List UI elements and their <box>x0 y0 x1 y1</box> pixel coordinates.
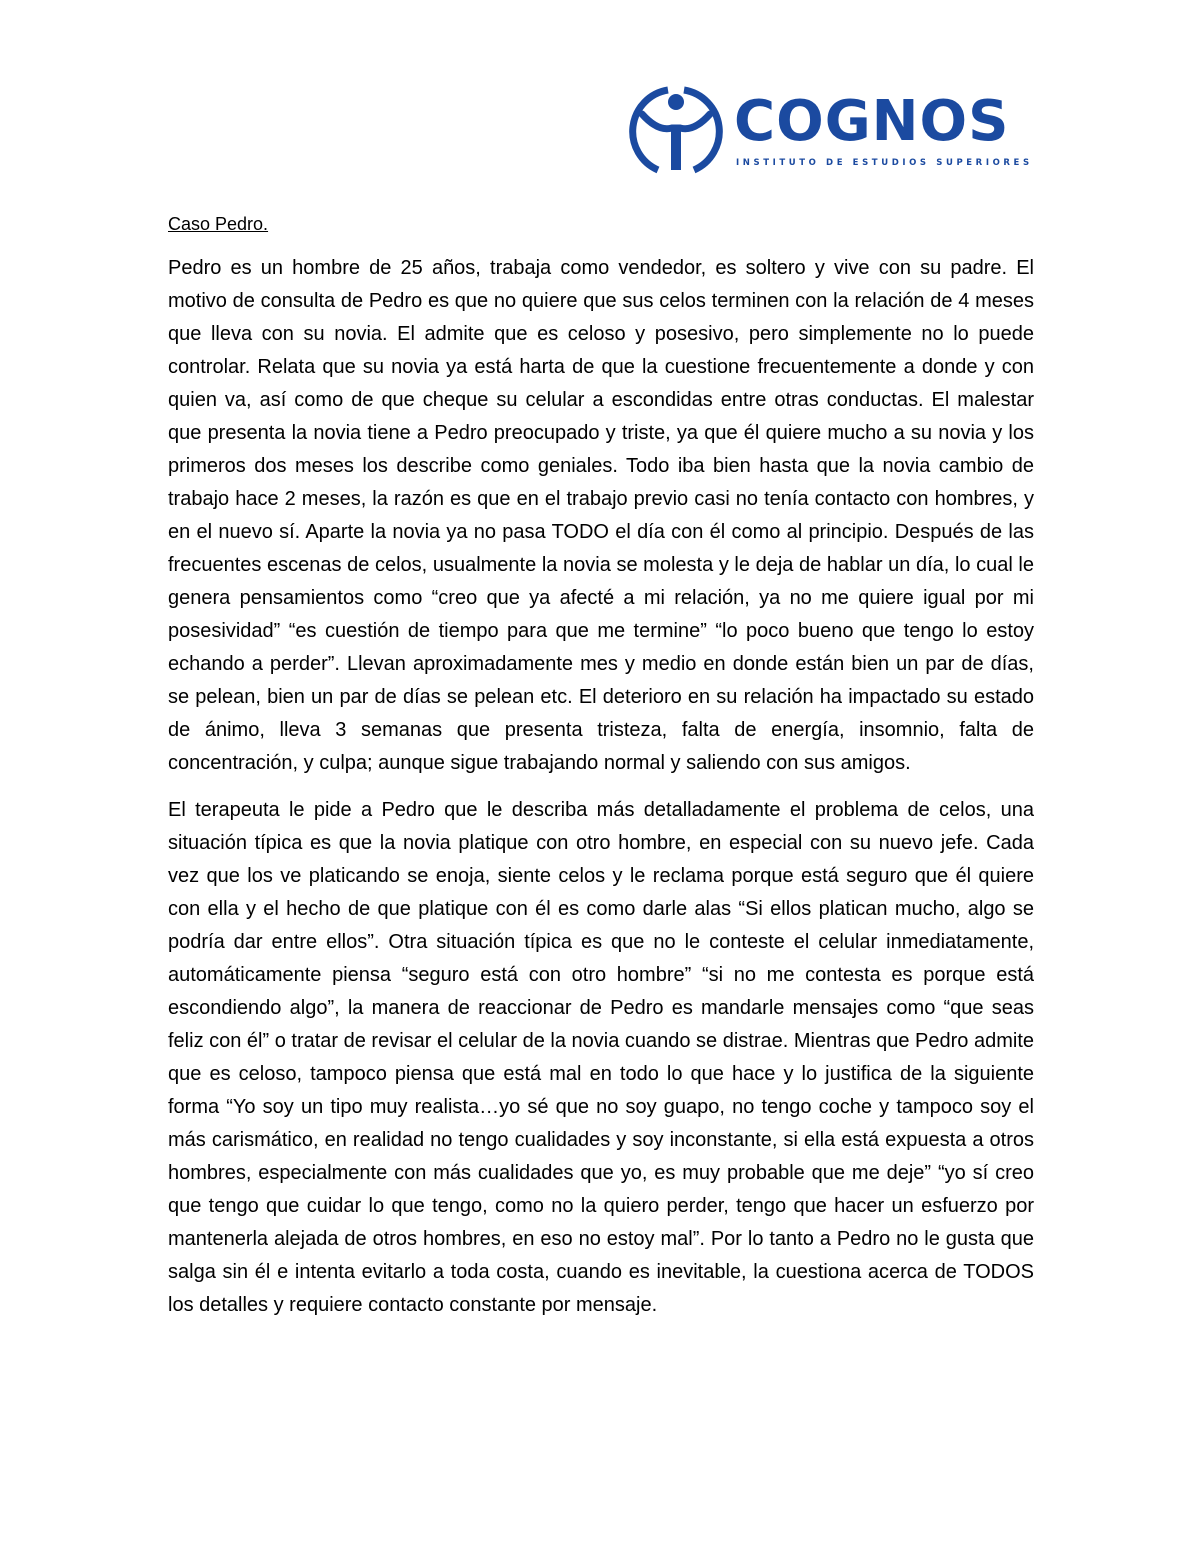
paragraph-2: El terapeuta le pide a Pedro que le describa más detalladamente el problema de celos, una situación típica es que la novia platique con otro hombre, en especial con su nuevo jefe. Cada vez que los ve platicando se enoja, siente celos y le reclama porque está seguro que él quiere con ella y el hecho de que platique con él es como darle alas “Si ellos platican mucho, algo se podría dar entre ellos”. Otra situación típica es que no le conteste el celular inmediatamente, automáticamente piensa “seguro está con otro hombre” “si no me contesta es porque está escondiendo algo”, la manera de reaccionar de Pedro es mandarle mensajes como “que seas feliz con él” o tratar de revisar el celular de la novia cuando se distrae. Mientras que Pedro admite que es celoso, tampoco piensa que está mal en todo lo que hace y lo justifica de la siguiente forma “Yo soy un tipo muy realista…yo sé que no soy guapo, no tengo coche y tampoco soy el más carismático, en realidad no tengo cualidades y soy inconstante, si ella está expuesta a otros hombres, especialmente con más cualidades que yo, es muy probable que me deje” “yo sí creo que tengo que cuidar lo que tengo, como no la quiero perder, tengo que hacer un esfuerzo por mantenerla alejada de otros hombres, en eso no estoy mal”. Por lo tanto a Pedro no le gusta que salga sin él e intenta evitarlo a toda costa, cuando es inevitable, la cuestiona acerca de TODOS los detalles y requiere contacto constante por mensaje. <box>168 799 1035 1316</box>
person-in-circle-icon <box>628 86 724 176</box>
logo-tagline: INSTITUTO DE ESTUDIOS SUPERIORES <box>736 158 1033 168</box>
paragraph-1: Pedro es un hombre de 25 años, trabaja como vendedor, es soltero y vive con su padre. El motivo de consulta de Pedro es que no quiere que sus celos terminen con la relación de 4 meses que lleva con su novia. El admite que es celoso y posesivo, pero simplemente no lo puede controlar. Relata que su novia ya está harta de que la cuestione frecuentemente a donde y con quien va, así como de que cheque su celular a escondidas entre otras conductas. El malestar que presenta la novia tiene a Pedro preocupado y triste, ya que él quiere mucho a su novia y los primeros dos meses los describe como geniales. Todo iba bien hasta que la novia cambio de trabajo hace 2 meses, la razón es que en el trabajo previo casi no tenía contacto con hombres, y en el nuevo sí. Aparte la novia ya no pasa TODO el día con él como al principio. Después de las frecuentes escenas de celos, usualmente la novia se molesta y le deja de hablar un día, lo cual le genera pensamientos como “creo que ya afecté a mi relación, ya no me quiere igual por mi posesividad” “es cuestión de tiempo para que me termine” “lo poco bueno que tengo lo estoy echando a perder”. Llevan aproximadamente mes y medio en donde están bien un par de días, se pelean, bien un par de días se pelean etc. El deterioro en su relación ha impactado su estado de ánimo, lleva 3 semanas que presenta tristeza, falta de energía, insomnio, falta de concentración, y culpa; aunque sigue trabajando normal y saliendo con sus amigos. <box>168 257 1034 774</box>
document-body <box>168 210 1034 1336</box>
cognos-logo <box>628 86 1033 176</box>
logo-wordmark: COGNOS <box>734 89 1010 154</box>
document-title: Caso Pedro. <box>168 214 269 234</box>
